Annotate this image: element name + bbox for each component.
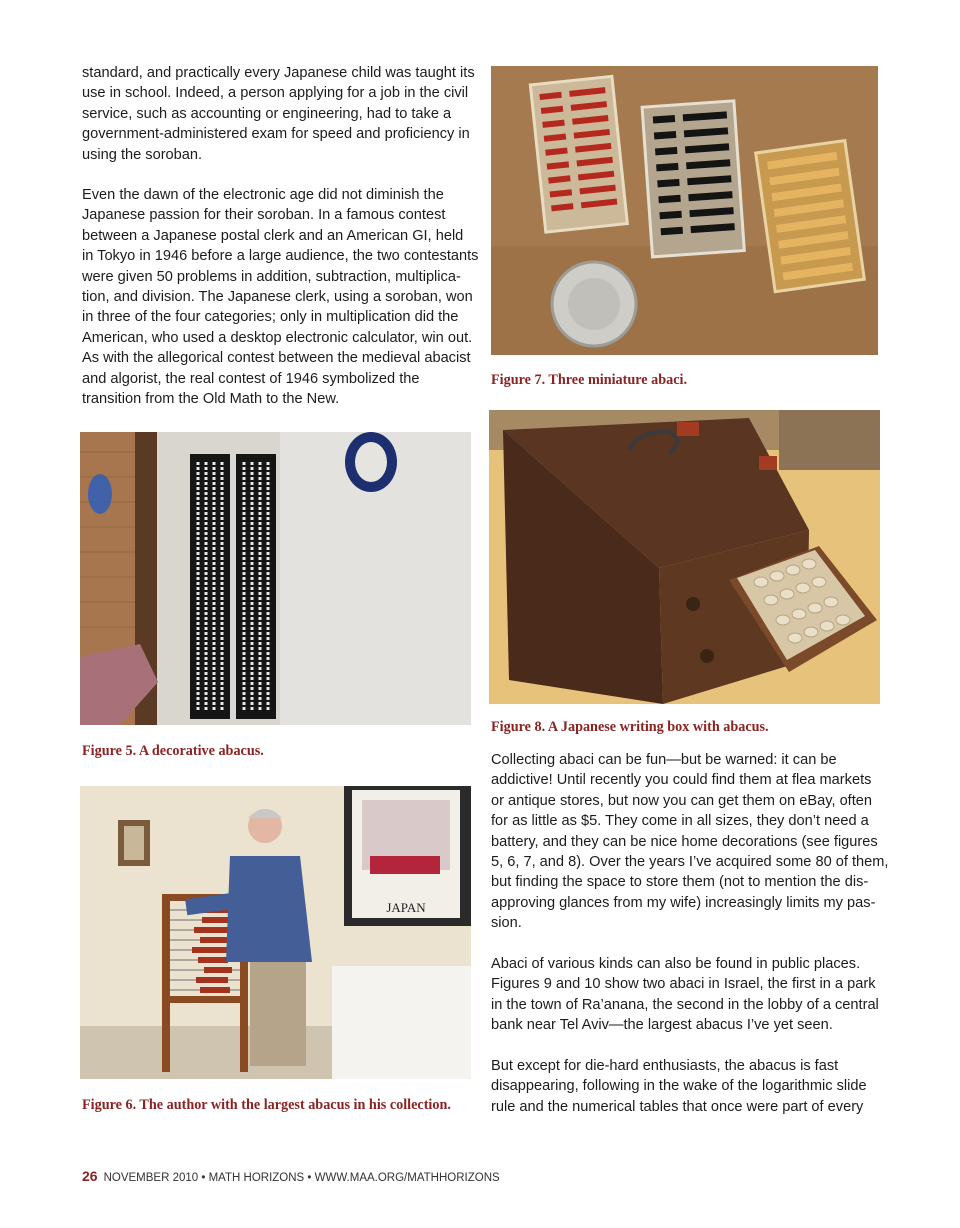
poster-japan-text: JAPAN: [386, 900, 426, 915]
decorative-abacus-image: [80, 432, 471, 725]
footer-text: NOVEMBER 2010 • MATH HORIZONS • WWW.MAA.ORG/MATHHORIZONS: [103, 1172, 500, 1184]
figure-8-caption: Figure 8. A Japanese writing box with abacus.: [491, 719, 769, 735]
figure-5-caption: Figure 5. A decorative abacus.: [82, 743, 264, 759]
author-abacus-image: [80, 786, 471, 1079]
page-number: 26: [82, 1168, 98, 1184]
figure-8-photo: [489, 410, 880, 704]
writing-box-image: [489, 410, 880, 704]
page-footer: [82, 1168, 500, 1184]
figure-7-photo: [491, 66, 878, 355]
miniature-abaci-image: [491, 66, 878, 355]
figure-6-photo: [80, 786, 471, 1079]
left-paragraph-2: Even the dawn of the electronic age did not diminish the Japanese passion for their soroban. In a famous contest between a Japanese postal clerk and an American GI, held in Tokyo in 1946 before a large audience, the two contestants were given 50 problems in addition, subtraction, multiplica- tion, and division. The Japanese clerk, using a soroban, won in three of the four categories; only in multiplication did the American, who used a desktop electronic calculator, win out. As with the allegorical contest between the medieval abacist and algorist, the real contest of 1946 symbolized the transition from the Old Math to the New.: [82, 187, 479, 408]
right-paragraph-1: Collecting abaci can be fun—but be warned: it can be addictive! Until recently you could find them at flea markets or antique stores, but now you can get them on eBay, often for as little as $5. They come in all sizes, they don’t need a battery, and they can be nice home decorations (see figures 5, 6, 7, and 8). Over the years I’ve acquired some 80 of them, but finding the space to store them (not to mention the dis- approving glances from my wife) increasingly limits my pas- sion.: [491, 752, 889, 932]
right-paragraph-2: Abaci of various kinds can also be found in public places. Figures 9 and 10 show two abaci in Israel, the first in a park in the town of Ra’anana, the second in the lobby of a central bank near Tel Aviv—the largest abacus I’ve yet seen.: [491, 956, 879, 1034]
figure-7-caption: Figure 7. Three miniature abaci.: [491, 372, 687, 388]
figure-6-caption: Figure 6. The author with the largest abacus in his collection.: [82, 1097, 451, 1113]
figure-5-photo: [80, 432, 471, 725]
left-paragraph-1: standard, and practically every Japanese child was taught its use in school. Indeed, a person applying for a job in the civil service, such as accounting or engineering, had to take a government-administered exam for speed and proficiency in using the soroban.: [82, 65, 475, 163]
right-paragraph-3: But except for die-hard enthusiasts, the abacus is fast disappearing, following in the wake of the logarithmic slide rule and the numerical tables that once were part of every: [491, 1058, 867, 1115]
